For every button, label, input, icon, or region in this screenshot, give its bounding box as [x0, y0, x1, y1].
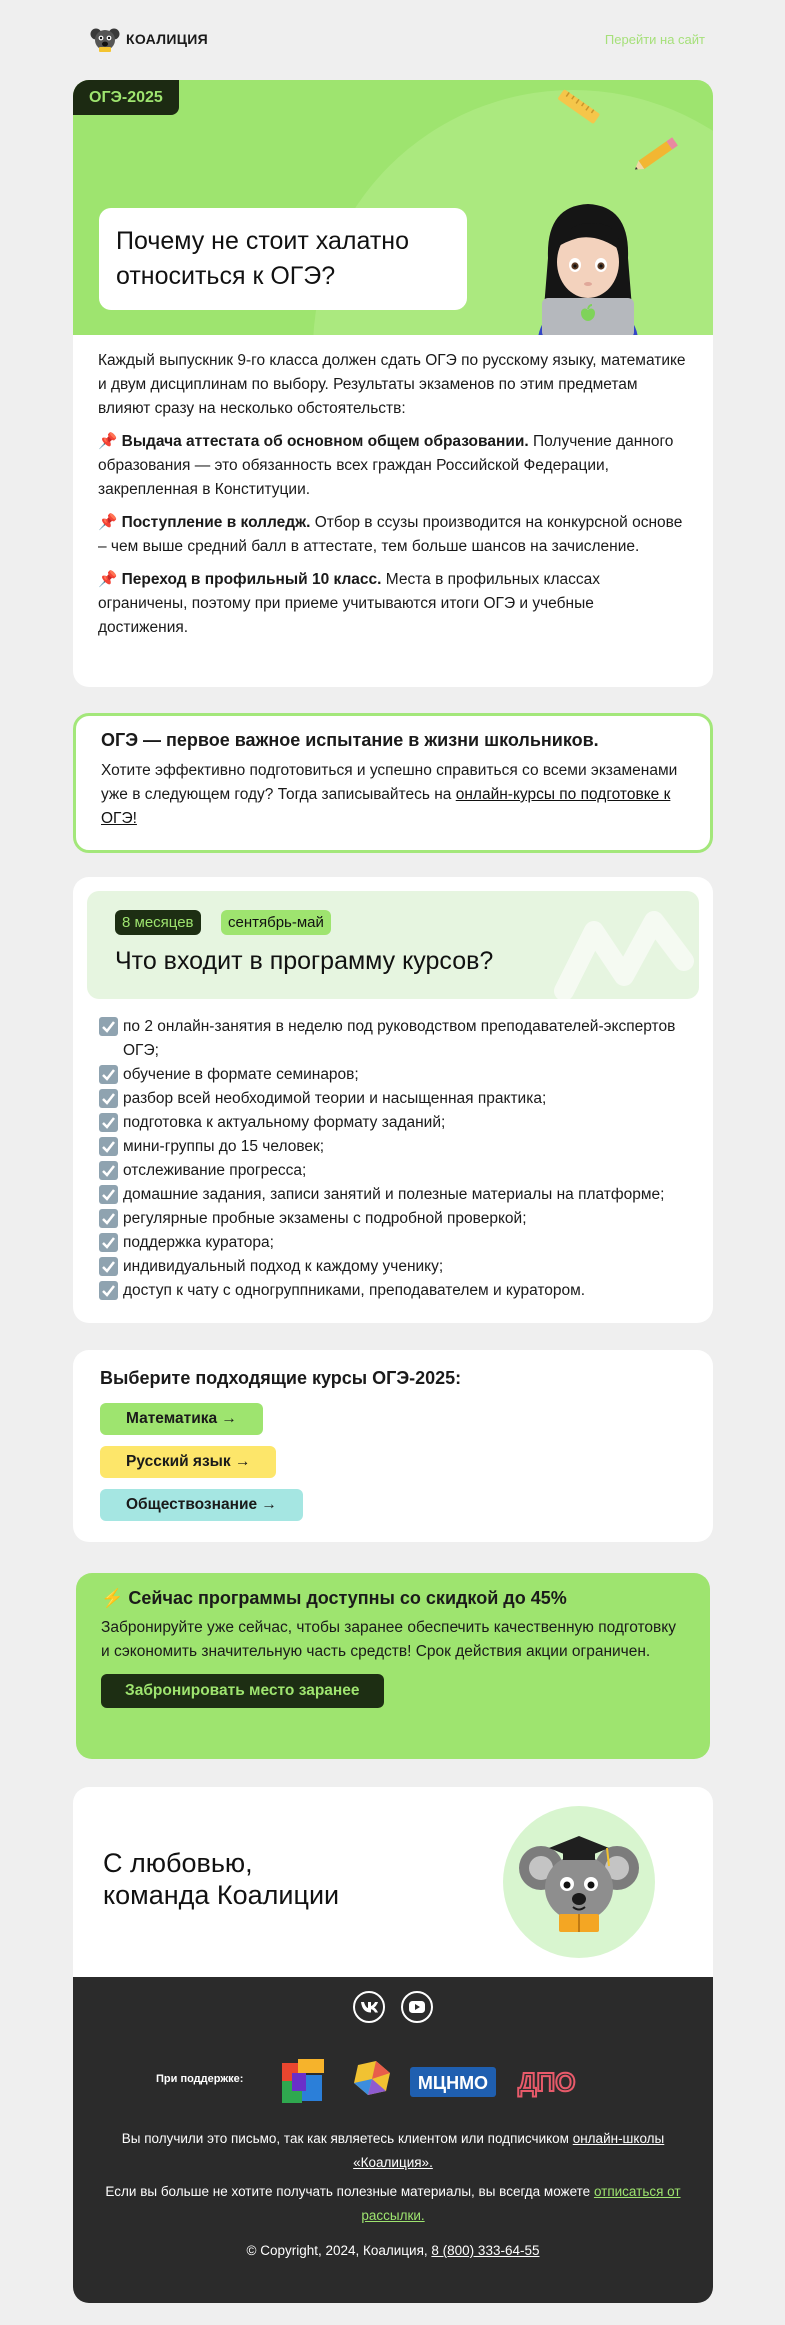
list-item-text: домашние задания, записи занятий и полезные материалы на платформе; [123, 1186, 665, 1203]
pin-icon: 📌 [98, 514, 118, 531]
hero-tag: ОГЭ-2025 [73, 80, 179, 115]
check-icon [99, 1185, 118, 1204]
pencil-icon [628, 132, 686, 176]
unsubscribe-body: Если вы больше не хотите получать полезные материалы, вы всегда можете [105, 2184, 594, 2199]
check-icon [99, 1161, 118, 1180]
note-body: Хотите эффективно подготовиться и успешно справиться со всеми экзаменами уже в следующем году? Тогда записывайтесь на [101, 762, 678, 803]
phone-link[interactable]: 8 (800) 333-64-55 [431, 2243, 540, 2258]
intro-paragraph: Каждый выпускник 9-го класса должен сдать ОГЭ по русскому языку, математике и двум дисциплинам по выбору. Результаты экзаменов по этим предметам влияют сразу на несколько обстоятельств: [98, 352, 686, 417]
partner-logo-cube-icon [282, 2059, 324, 2103]
list-item-text: индивидуальный подход к каждому ученику; [123, 1258, 444, 1275]
copyright-text: © Copyright, 2024, Коалиция, [246, 2243, 432, 2258]
period-badge: сентябрь-май [221, 910, 331, 935]
courses-title: Выберите подходящие курсы ОГЭ-2025: [100, 1368, 462, 1388]
courses-section [73, 1350, 713, 1542]
list-item-text: доступ к чату с одногруппниками, преподавателем и куратором. [123, 1282, 586, 1299]
social-links [73, 1991, 713, 2023]
note-title: ОГЭ — первое важное испытание в жизни школьников. [101, 730, 599, 750]
support-label: При поддержке: [156, 2073, 244, 2085]
koala-graduate-icon [503, 1806, 655, 1958]
program-title: Что входит в программу курсов? [115, 947, 494, 975]
logo-text: КОАЛИЦИЯ [126, 31, 209, 47]
russian-course-button[interactable]: Русский язык → [100, 1446, 276, 1478]
intro-item-text: Места в профильных классах ограничены, поэтому при приеме учитываются итоги ОГЭ и учебные достижения. [98, 571, 601, 636]
sale-text: Забронируйте уже сейчас, чтобы заранее обеспечить качественную подготовку и сэкономить значительную часть средств! Срок действия акции ограничен. [101, 1619, 676, 1660]
note-text [101, 759, 685, 831]
list-item-text: отслеживание прогресса; [123, 1162, 307, 1179]
check-icon [99, 1281, 118, 1300]
signature-text [103, 1847, 339, 1911]
duration-badge: 8 месяцев [115, 910, 201, 935]
list-item-text: по 2 онлайн-занятия в неделю под руководством преподавателей-экспертов ОГЭ; [123, 1018, 676, 1059]
pin-icon: 📌 [98, 433, 118, 450]
intro-item-bold: Переход в профильный 10 класс. [121, 571, 382, 588]
koala-mascot [503, 1806, 655, 1958]
partner-logos [278, 2051, 638, 2111]
list-item [99, 1087, 699, 1111]
copyright [93, 2239, 693, 2263]
social-studies-course-button[interactable]: Обществознание → [100, 1489, 303, 1521]
sale-title: ⚡ Сейчас программы доступны со скидкой до 45% [101, 1588, 567, 1608]
list-item [99, 1135, 699, 1159]
ruler-icon [551, 86, 605, 130]
email-header [90, 22, 705, 58]
check-icon [99, 1017, 118, 1036]
math-course-button[interactable]: Математика → [100, 1403, 263, 1435]
signature-line-2: команда Коалиции [103, 1880, 340, 1910]
partner-logo-star-icon [354, 2061, 390, 2095]
pin-icon: 📌 [98, 571, 118, 588]
check-icon [99, 1089, 118, 1108]
footer [73, 1977, 713, 2303]
list-item-text: регулярные пробные экзамены с подробной проверкой; [123, 1210, 527, 1227]
intro-item-bold: Выдача аттестата об основном общем образовании. [121, 433, 529, 450]
list-item [99, 1279, 699, 1303]
unsubscribe-text [93, 2180, 693, 2228]
program-header [87, 891, 699, 999]
list-item-text: поддержка куратора; [123, 1234, 274, 1251]
list-item [99, 1255, 699, 1279]
intro-section [73, 335, 713, 687]
wave-decor-icon [554, 901, 694, 999]
intro-item-bold: Поступление в колледж. [121, 514, 311, 531]
program-list [87, 1015, 699, 1303]
list-item [99, 1231, 699, 1255]
school-link[interactable]: онлайн-школы «Коалиция». [353, 2131, 665, 2170]
sale-banner [76, 1573, 710, 1759]
list-item-text: подготовка к актуальному формату заданий; [123, 1114, 446, 1131]
subscription-body: Вы получили это письмо, так как являетесь клиентом или подписчиком [121, 2131, 573, 2146]
intro-item-text: Получение данного образования — это обязанность всех граждан Российской Федерации, закрепленная в Конституции. [98, 433, 674, 498]
subscription-text [93, 2127, 693, 2175]
unsubscribe-link[interactable]: отписаться от рассылки. [361, 2184, 681, 2223]
signature-section [73, 1787, 713, 1977]
exam-note-box [73, 713, 713, 853]
intro-item-profile-class [98, 568, 688, 640]
list-item-text: мини-группы до 15 человек; [123, 1138, 325, 1155]
site-link[interactable]: Перейти на сайт [604, 32, 705, 47]
check-icon [99, 1137, 118, 1156]
hero-title: Почему не стоит халатно относиться к ОГЭ? [116, 227, 409, 290]
list-item [99, 1207, 699, 1231]
vk-icon[interactable] [353, 1991, 385, 2023]
list-item [99, 1183, 699, 1207]
partner-dpo-text: ДПО [518, 2067, 576, 2097]
check-icon [99, 1113, 118, 1132]
book-place-button[interactable]: Забронировать место заранее [101, 1674, 384, 1708]
list-item-text: разбор всей необходимой теории и насыщенная практика; [123, 1090, 547, 1107]
youtube-icon[interactable] [401, 1991, 433, 2023]
student-with-laptop-illustration [528, 198, 648, 335]
check-icon [99, 1209, 118, 1228]
intro-item-text: Отбор в ссузы производится на конкурсной основе – чем выше средний балл в аттестате, тем больше шансов на зачисление. [98, 514, 683, 555]
hero-title-box [99, 208, 467, 310]
logo[interactable] [90, 24, 208, 54]
program-section [73, 877, 713, 1323]
check-icon [99, 1233, 118, 1252]
signature-line-1: С любовью, [103, 1848, 253, 1878]
intro-item-certificate [98, 430, 688, 502]
list-item [99, 1111, 699, 1135]
list-item-text: обучение в формате семинаров; [123, 1066, 359, 1083]
partner-mcnmo-text: МЦНМО [417, 2073, 489, 2093]
koala-logo-icon [90, 24, 120, 54]
list-item [99, 1159, 699, 1183]
check-icon [99, 1257, 118, 1276]
list-item [99, 1063, 699, 1087]
courses-link[interactable]: онлайн-курсы по подготовке к ОГЭ! [101, 786, 671, 827]
intro-item-college [98, 511, 688, 559]
hero-banner [73, 80, 713, 335]
check-icon [99, 1065, 118, 1084]
list-item [99, 1015, 699, 1063]
